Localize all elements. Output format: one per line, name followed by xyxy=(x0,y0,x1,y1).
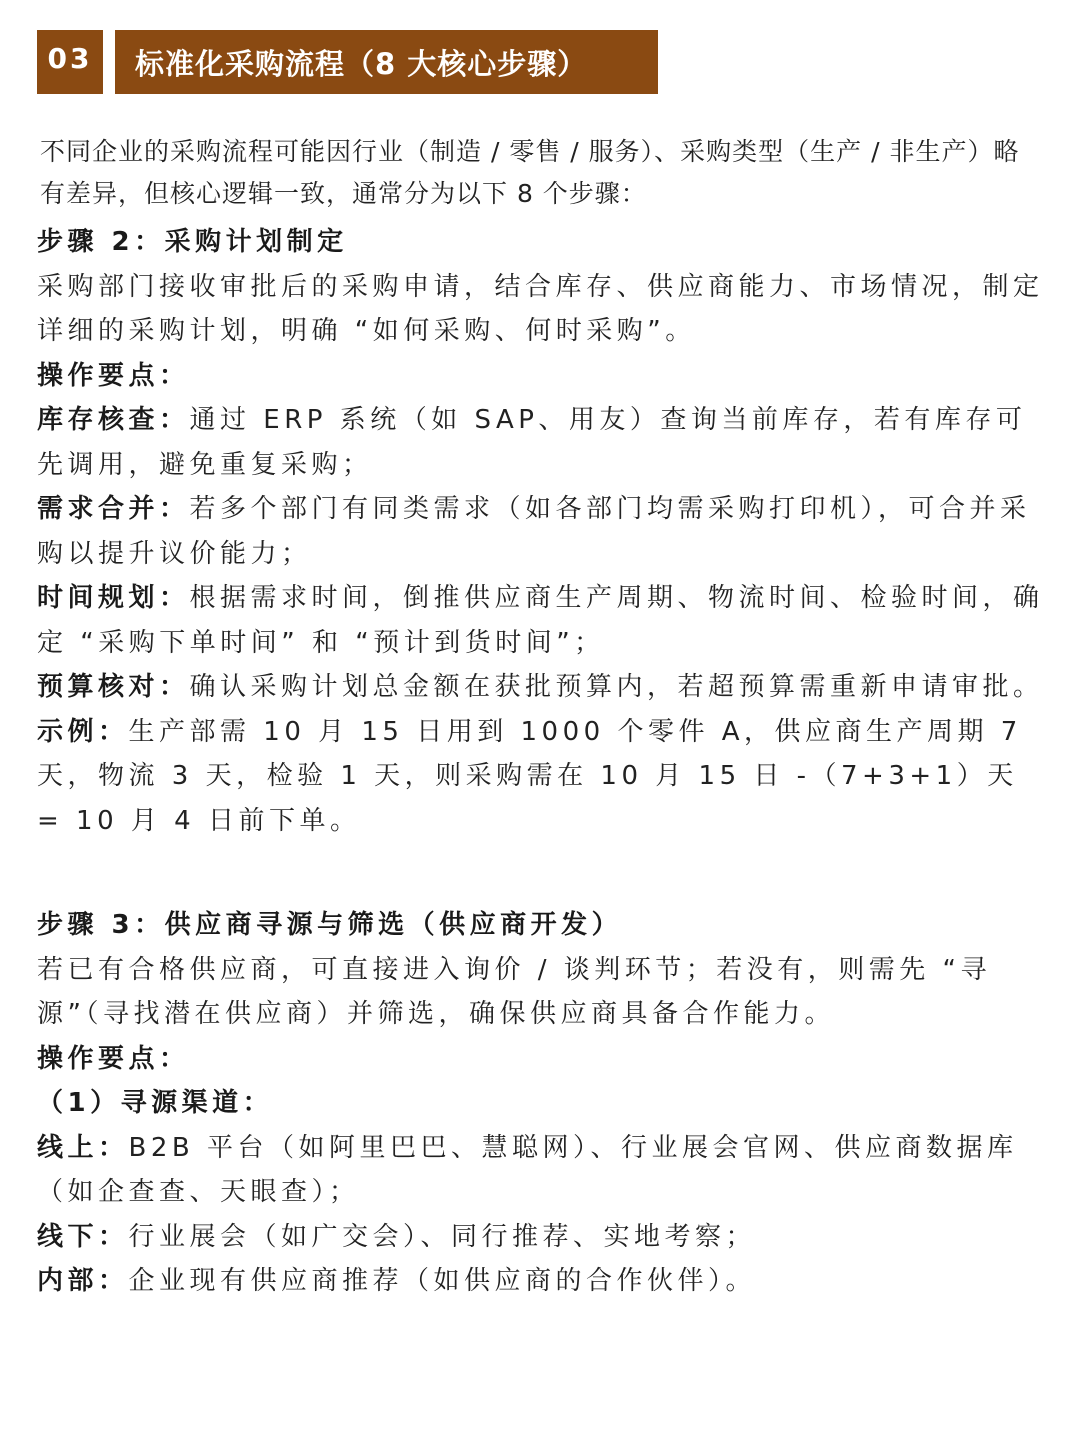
point-text: 根据需求时间，倒推供应商生产周期、物流时间、检验时间，确定 “采购下单时间” 和 “预计到货时间”； xyxy=(37,583,1044,658)
channel-item xyxy=(37,1126,1052,1215)
point-label: 预算核对： xyxy=(37,672,190,702)
content-body xyxy=(37,220,1052,1304)
point-label: 库存核查： xyxy=(37,405,190,435)
step3-description: 若已有合格供应商，可直接进入询价 / 谈判环节；若没有，则需先 “寻源”（寻找潜在供应商）并筛选，确保供应商具备合作能力。 xyxy=(37,954,992,1029)
example-text: 生产部需 10 月 15 日用到 1000 个零件 A，供应商生产周期 7 天，物流 3 天，检验 1 天，则采购需在 10 月 15 日 -（7+3+1）天 = 10 月 4 日前下单。 xyxy=(37,716,1022,836)
section-number: 03 xyxy=(37,30,103,94)
point-text: 通过 ERP 系统（如 SAP、用友）查询当前库存，若有库存可先调用，避免重复采购； xyxy=(37,405,1027,480)
section-header xyxy=(37,30,658,94)
channel-text: B2B 平台（如阿里巴巴、慧聪网）、行业展会官网、供应商数据库（如企查查、天眼查）； xyxy=(37,1132,1018,1207)
step2-heading: 步骤 2：采购计划制定 xyxy=(37,227,348,257)
step2-example xyxy=(37,710,1052,844)
step3-heading: 步骤 3：供应商寻源与筛选（供应商开发） xyxy=(37,910,623,940)
section-title: 标准化采购流程（8 大核心步骤） xyxy=(115,30,658,94)
channel-item xyxy=(37,1259,1052,1304)
step2-point xyxy=(37,576,1052,665)
channel-label: 内部： xyxy=(37,1266,129,1296)
channel-text: 企业现有供应商推荐（如供应商的合作伙伴）。 xyxy=(128,1266,757,1296)
step2-point xyxy=(37,398,1052,487)
point-text: 确认采购计划总金额在获批预算内，若超预算需重新申请审批。 xyxy=(189,672,1044,702)
step2-points-label: 操作要点： xyxy=(37,360,190,391)
example-label: 示例： xyxy=(37,716,129,747)
intro-paragraph: 不同企业的采购流程可能因行业（制造 / 零售 / 服务）、采购类型（生产 / 非生产）略有差异，但核心逻辑一致，通常分为以下 8 个步骤： xyxy=(40,137,1020,208)
channel-label: 线下： xyxy=(37,1221,129,1252)
section-spacer xyxy=(37,843,1052,903)
step2-point xyxy=(37,487,1052,576)
channel-label: 线上： xyxy=(37,1132,129,1163)
step2-point xyxy=(37,665,1052,710)
channel-text: 行业展会（如广交会）、同行推荐、实地考察； xyxy=(128,1221,757,1252)
step2-description: 采购部门接收审批后的采购申请，结合库存、供应商能力、市场情况，制定详细的采购计划，明确 “如何采购、何时采购”。 xyxy=(37,271,1044,346)
point-label: 需求合并： xyxy=(37,494,190,524)
point-text: 若多个部门有同类需求（如各部门均需采购打印机），可合并采购以提升议价能力； xyxy=(37,494,1031,569)
step3-points-label: 操作要点： xyxy=(37,1043,190,1074)
step3-sub-heading: （1）寻源渠道： xyxy=(37,1088,274,1118)
point-label: 时间规划： xyxy=(37,583,190,613)
channel-item xyxy=(37,1215,1052,1260)
